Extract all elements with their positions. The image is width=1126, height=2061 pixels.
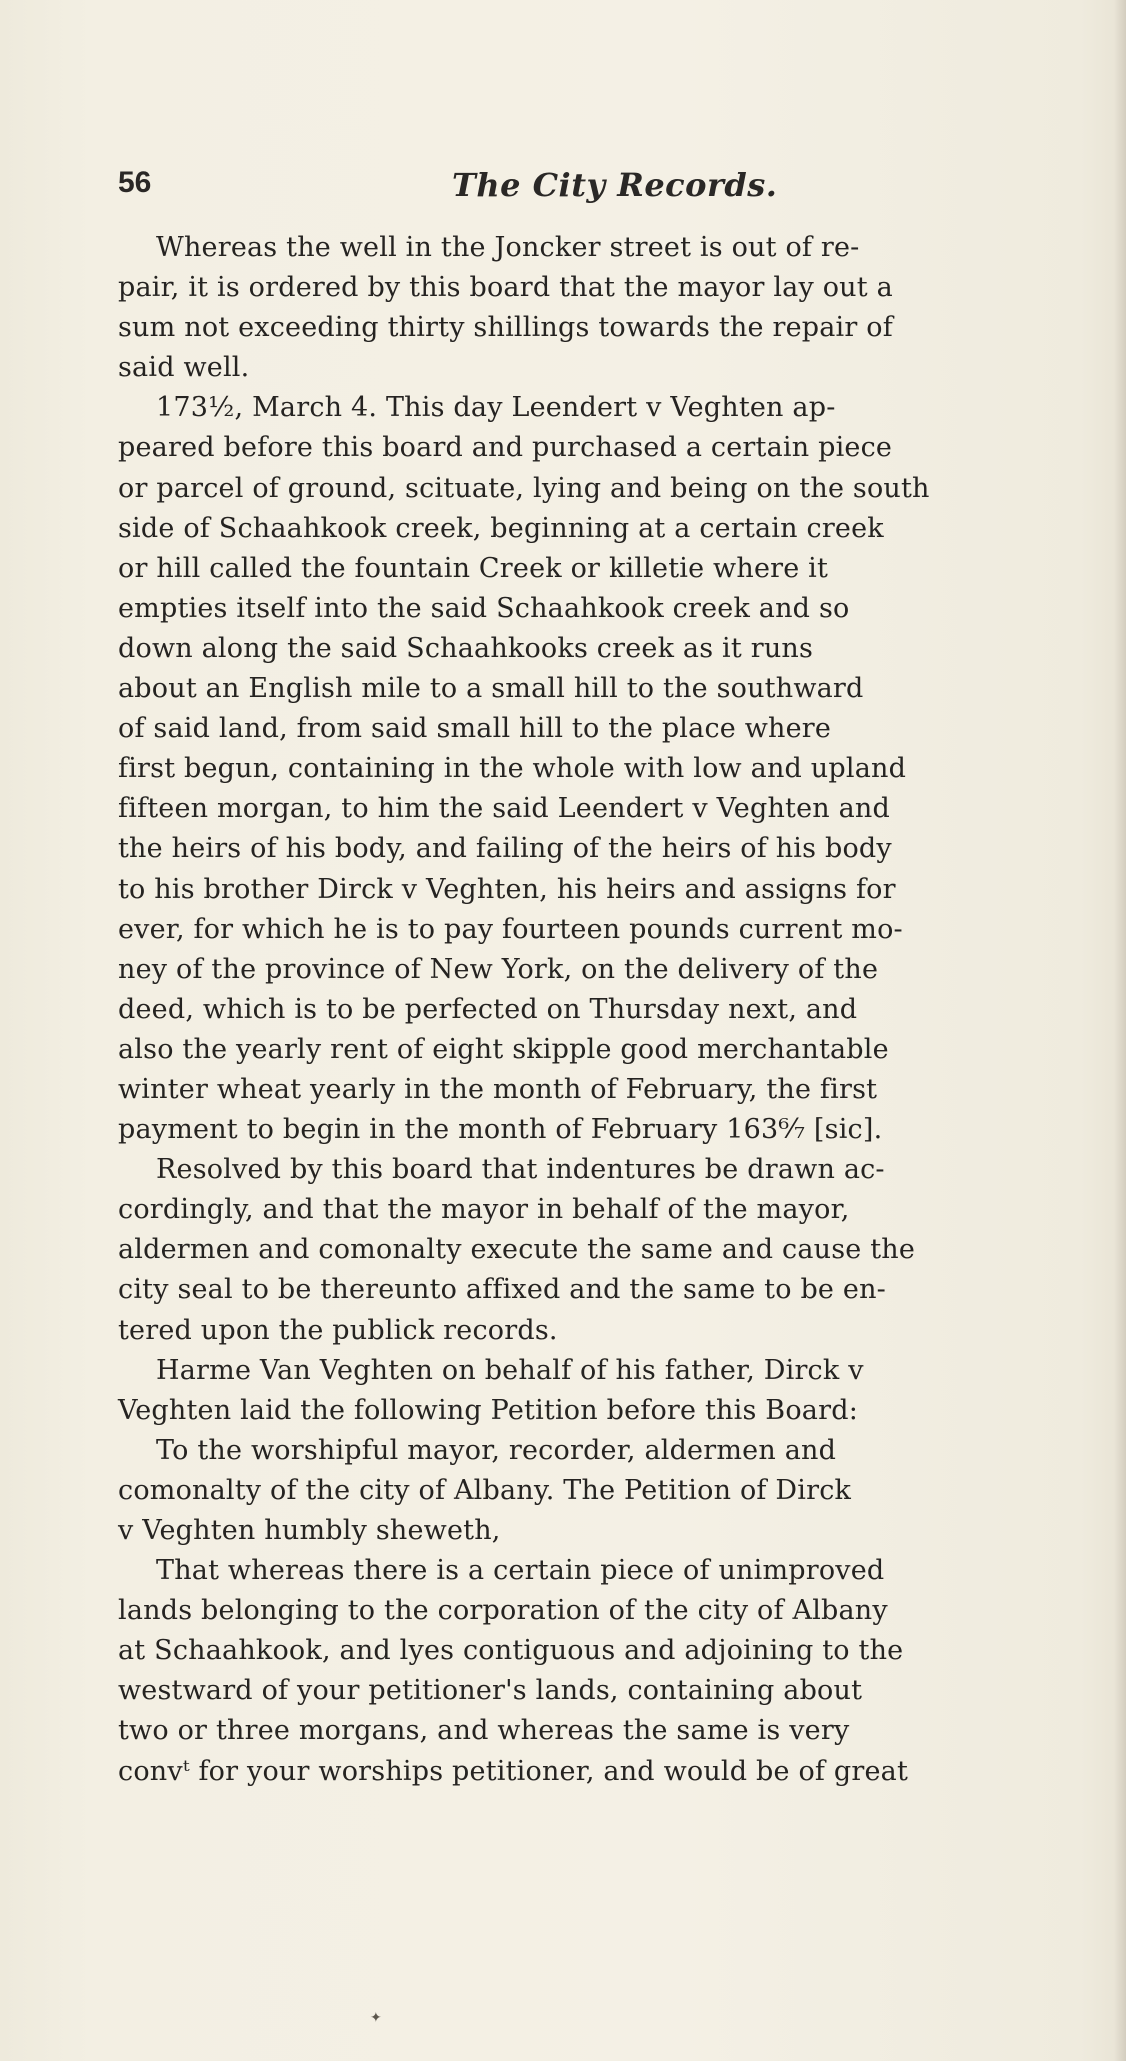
text-line: lands belonging to the corporation of the city of Albany [118,1595,888,1627]
text-line: first begun, containing in the whole with low and upland [118,753,907,785]
text-line: deed, which is to be perfected on Thursday next, and [118,993,858,1025]
text-line: That whereas there is a certain piece of unimproved [156,1555,885,1587]
text-line: fifteen morgan, to him the said Leendert v Veghten and [118,793,891,825]
text-line: to his brother Dirck v Veghten, his heirs and assigns for [118,873,896,905]
text-line: said well. [118,352,250,384]
text-line: also the yearly rent of eight skipple good merchantable [118,1033,889,1065]
text-line: or parcel of ground, scituate, lying and being on the south [118,472,930,504]
body-text [118,228,1088,1792]
text-line: westward of your petitioner's lands, containing about [118,1675,863,1707]
text-line: peared before this board and purchased a certain piece [118,432,893,464]
text-line: tered upon the publick records. [118,1314,558,1346]
text-line: Resolved by this board that indentures be drawn ac- [156,1154,885,1186]
text-line: or hill called the fountain Creek or killetie where it [118,552,829,584]
text-line: convᵗ for your worships petitioner, and would be of great [118,1755,909,1787]
text-line: payment to begin in the month of February 163⁶⁄₇ [sic]. [118,1114,883,1146]
text-line: down along the said Schaahkooks creek as it runs [118,632,814,664]
text-line: at Schaahkook, and lyes contiguous and adjoining to the [118,1635,904,1667]
text-line: comonalty of the city of Albany. The Petition of Dirck [118,1474,852,1506]
text-line: v Veghten humbly sheweth, [118,1515,501,1546]
text-line: Harme Van Veghten on behalf of his father, Dirck v [156,1354,864,1386]
text-line: two or three morgans, and whereas the same is very [118,1715,850,1747]
text-line: ever, for which he is to pay fourteen pounds current mo- [118,913,903,945]
text-line: cordingly, and that the mayor in behalf of the mayor, [118,1194,850,1226]
text-line: pair, it is ordered by this board that the mayor lay out a [118,272,893,304]
text-line: of said land, from said small hill to the place where [118,713,832,745]
text-line: 173½, March 4. This day Leendert v Veghten ap- [156,392,836,424]
running-title: The City Records. [452,166,778,204]
text-line: about an English mile to a small hill to the southward [118,673,864,705]
page-edge-shadow [1114,0,1126,2061]
text-line: Whereas the well in the Joncker street is out of re- [156,232,860,263]
text-line: aldermen and comonalty execute the same and cause the [118,1234,916,1266]
page-header [118,166,1038,210]
text-line: the heirs of his body, and failing of the heirs of his body [118,833,892,865]
text-line: ney of the province of New York, on the delivery of the [118,953,879,985]
page-number: 56 [118,166,152,199]
printer-mark: ✦ [370,2010,382,2026]
text-line: city seal to be thereunto affixed and the same to be en- [118,1274,886,1306]
text-line: winter wheat yearly in the month of February, the first [118,1073,878,1105]
text-line: Veghten laid the following Petition before this Board: [118,1394,858,1426]
text-line: To the worshipful mayor, recorder, aldermen and [156,1434,837,1466]
text-line: empties itself into the said Schaahkook creek and so [118,592,850,624]
text-line: side of Schaahkook creek, beginning at a certain creek [118,512,884,544]
text-line: sum not exceeding thirty shillings towards the repair of [118,312,893,344]
